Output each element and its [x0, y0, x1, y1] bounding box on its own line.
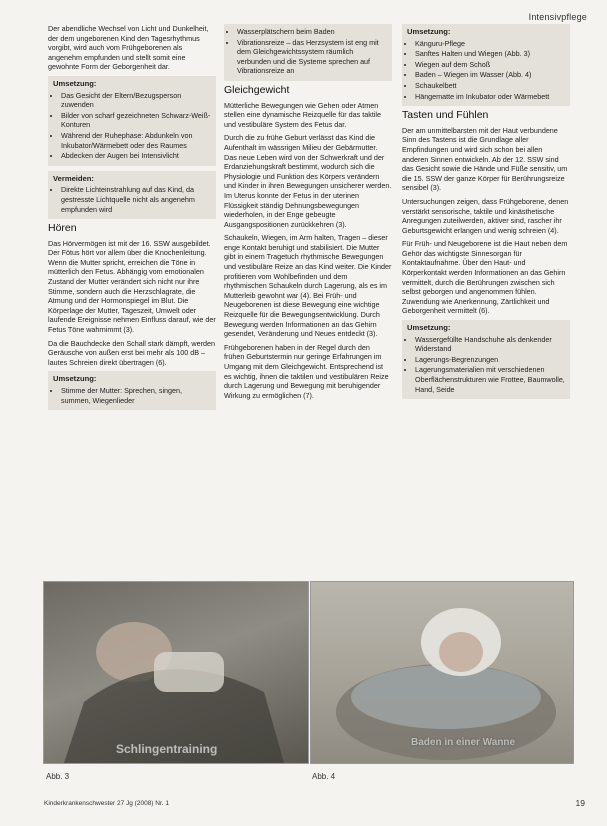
hoeren-paragraph-1: Das Hörvermögen ist mit der 16. SSW ausgebildet. Der Fötus hört vor allem über die Knochenleitung. Wenn die Mutter spricht, erreichen die Töne in mütterlich den Fetus. Abhängig vom emotionalen Zustand der Mutter verändert sich nicht nur ihre Stimme, sondern auch die Herzschlagrate, die Atmung und der Hormonspiegel im Blut. Die Körperlage der Mutter, Tageszeit, Umwelt oder laufende Ereignisse nehmen Einfluss darauf, wie der Fetus Töne wahrnimmt (3). [48, 238, 216, 335]
list-item: • Vibrationsreize – das Herzsystem ist eng mit dem Gleichgewichtssystem räumlich verbunden und die Systeme sprechen auf Vibrationsreize an [237, 38, 387, 76]
baby-held-illustration [44, 582, 308, 763]
hoeren-paragraph-2: Da die Bauchdecke den Schall stark dämpft, werden Geräusche von außen erst bei mehr als 100 dB – lautes Schreien direkt übertragen (6). [48, 338, 216, 367]
list-item: • Schaukelbett [415, 81, 565, 91]
figure-4-photo [310, 581, 574, 764]
list-item: • Wasserplätschern beim Baden [237, 27, 387, 37]
figure-3-caption: Abb. 3 [46, 772, 70, 781]
gleichgewicht-paragraph-3: Schaukeln, Wiegen, im Arm halten, Tragen – dieser enge Kontakt beruhigt und stabilisiert. Die Mutter gibt in einem Tragetuch rhythmische Bewegungen und vestibuläre Reize an das Kind weiter. Die Kinder profitieren vom Wohlbefinden und dem rhythmischen Schaukeln durch Lagerung, als es im Mutterleib gewohnt war (4). Bei Früh- und Neugeborenen ist diese Bewegung eine wichtige Reizquelle für die Bewegungsentwicklung. Durch Bewegung werden Informationen an das Gehirn gesendet, Veränderung und Neues entdeckt (3). [224, 233, 392, 339]
list-item: • Stimme der Mutter: Sprechen, singen, summen, Wiegenlieder [61, 386, 211, 405]
figure-3-overlay-label: Schlingentraining [116, 742, 218, 756]
umsetzung-list [53, 386, 211, 405]
tasten-paragraph-2: Untersuchungen zeigen, dass Frühgeborene, denen verstärkt sensorische, taktile und kinästhetische Anregungen zuteilwerden, aktiver sind, rascher ihr Geburtsgewicht erlangen und wenig schreien (4). [402, 196, 569, 235]
column-left [48, 24, 216, 415]
column-middle [224, 24, 392, 404]
list-item: • Hängematte im Inkubator oder Wärmebett [415, 92, 565, 102]
umsetzung-title: Umsetzung: [407, 27, 451, 36]
section-heading-tasten: Tasten und Fühlen [402, 109, 489, 122]
umsetzung-box-1 [48, 76, 216, 166]
column-right [402, 24, 570, 404]
section-heading-hoeren: Hören [48, 222, 77, 235]
list-item: • Känguru-Pflege [415, 39, 565, 49]
umsetzung-list [407, 39, 565, 102]
list-item: • Wassergefüllte Handschuhe als denkender Widerstand [415, 335, 565, 354]
gleichgewicht-paragraph-4: Frühgeborenen haben in der Regel durch den frühen Geburtstermin nur geringe Erfahrungen im Umgang mit dem Gleichgewicht. Entsprechend ist es wichtig, ihnen die taktilen und vestibulären Reize durch Lagerung und Bewegung mit beruhigender Wirkung zu ermöglichen (7). [224, 342, 389, 400]
list-item: • Wiegen auf dem Schoß [415, 60, 565, 70]
list-item: • Das Gesicht der Eltern/Bezugsperson zuwenden [61, 91, 211, 110]
vermeiden-box [48, 171, 216, 219]
gleichgewicht-paragraph-2: Durch die zu frühe Geburt verlässt das Kind die Aufenthalt im wässrigen Milieu der Gebärmutter. Das neue Leben wird von der Schwerkraft und der Erdanziehungskraft bestimmt, wodurch sich die Physiologie und Funktion des Körpers verändern und Kinder in ihren Bewegungen unsicherer werden. Im Uterus konnte der Fetus in der uterinen Flüssigkeit ständig Dehnungsbewegungen wiederholen, in der Enge gebeugte Ausgangspositionen zurückkehren (3). [224, 133, 392, 229]
list-item: • Während der Ruhephase: Abdunkeln von Inkubator/Wärmebett oder des Raumes [61, 131, 211, 150]
list-item: • Lagerungsmaterialien mit verschiedenen Oberflächenstrukturen wie Frottee, Baumwolle, Hand, Seide [415, 365, 565, 394]
figure-4-caption: Abb. 4 [312, 772, 336, 781]
figure-4-overlay-label: Baden in einer Wanne [411, 737, 516, 748]
umsetzung-list [53, 91, 211, 161]
umsetzung-list [229, 27, 387, 76]
vermeiden-list [53, 185, 211, 214]
list-item: • Lagerungs-Begrenzungen [415, 355, 565, 365]
tasten-paragraph-3: Für Früh- und Neugeborene ist die Haut neben dem Gehör das wichtigste Sinnesorgan für Kontaktaufnahme. Über den Haut- und Körperkontakt werden Informationen an das Gehirn vermittelt, durch die Berührungen zwischen sich selbst geborgen und angenommen fühlen. Zuwendung wie Anerkennung, Zärtlichkeit und Geborgenheit vermittelt (6). [402, 239, 568, 316]
list-item: • Sanftes Halten und Wiegen (Abb. 3) [415, 49, 565, 59]
list-item: • Bilder von scharf gezeichneten Schwarz-Weiß-Konturen [61, 111, 211, 130]
baby-bath-illustration [311, 582, 573, 763]
list-item: • Baden – Wiegen im Wasser (Abb. 4) [415, 70, 565, 80]
umsetzung-box-3 [402, 24, 570, 106]
vermeiden-title: Vermeiden: [53, 173, 94, 183]
intro-paragraph: Der abendliche Wechsel von Licht und Dunkelheit, der dem ungeborenen Kind den Tagesrhythmus vorgibt, wird auch vom Frühgeborenen als angenehm empfunden und stellt somit eine gewohnte Form der Geborgenheit dar. [48, 24, 209, 72]
umsetzung-title: Umsetzung: [407, 323, 451, 333]
figure-3-photo [43, 581, 309, 764]
umsetzung-continued-box [224, 24, 392, 81]
umsetzung-box-2 [48, 371, 216, 410]
umsetzung-title: Umsetzung: [53, 374, 97, 384]
umsetzung-title: Umsetzung: [53, 78, 97, 88]
section-header: Intensivpflege [528, 12, 587, 22]
umsetzung-list [407, 335, 565, 395]
tasten-paragraph-1: Der am unmittelbarsten mit der Haut verbundene Sinn des Tastens ist die Grundlage aller Empfindungen und wird sich schon bei allen anderen Sinnen entwickeln. Ab der 12. SSW sind das Gesicht sowie die Hände und Füße sensitiv, um die 15. SSW der ganze Körper für Berührungsreize sensibel (3). [402, 125, 568, 193]
list-item: • Direkte Lichteinstrahlung auf das Kind, da gestresste Lichtquelle nicht als angenehm empfunden wird [61, 185, 211, 214]
gleichgewicht-paragraph-1: Mütterliche Bewegungen wie Gehen oder Atmen stellen eine dynamische Reizquelle für das taktile und vestibuläre System des Fetus dar. [224, 100, 382, 129]
page-number: 19 [575, 798, 585, 808]
footer-journal: Kinderkrankenschwester 27 Jg (2008) Nr. 1 [44, 800, 170, 807]
section-heading-gleichgewicht: Gleichgewicht [224, 83, 290, 96]
list-item: • Abdecken der Augen bei Intensivlicht [61, 151, 211, 161]
umsetzung-box-4 [402, 320, 570, 399]
